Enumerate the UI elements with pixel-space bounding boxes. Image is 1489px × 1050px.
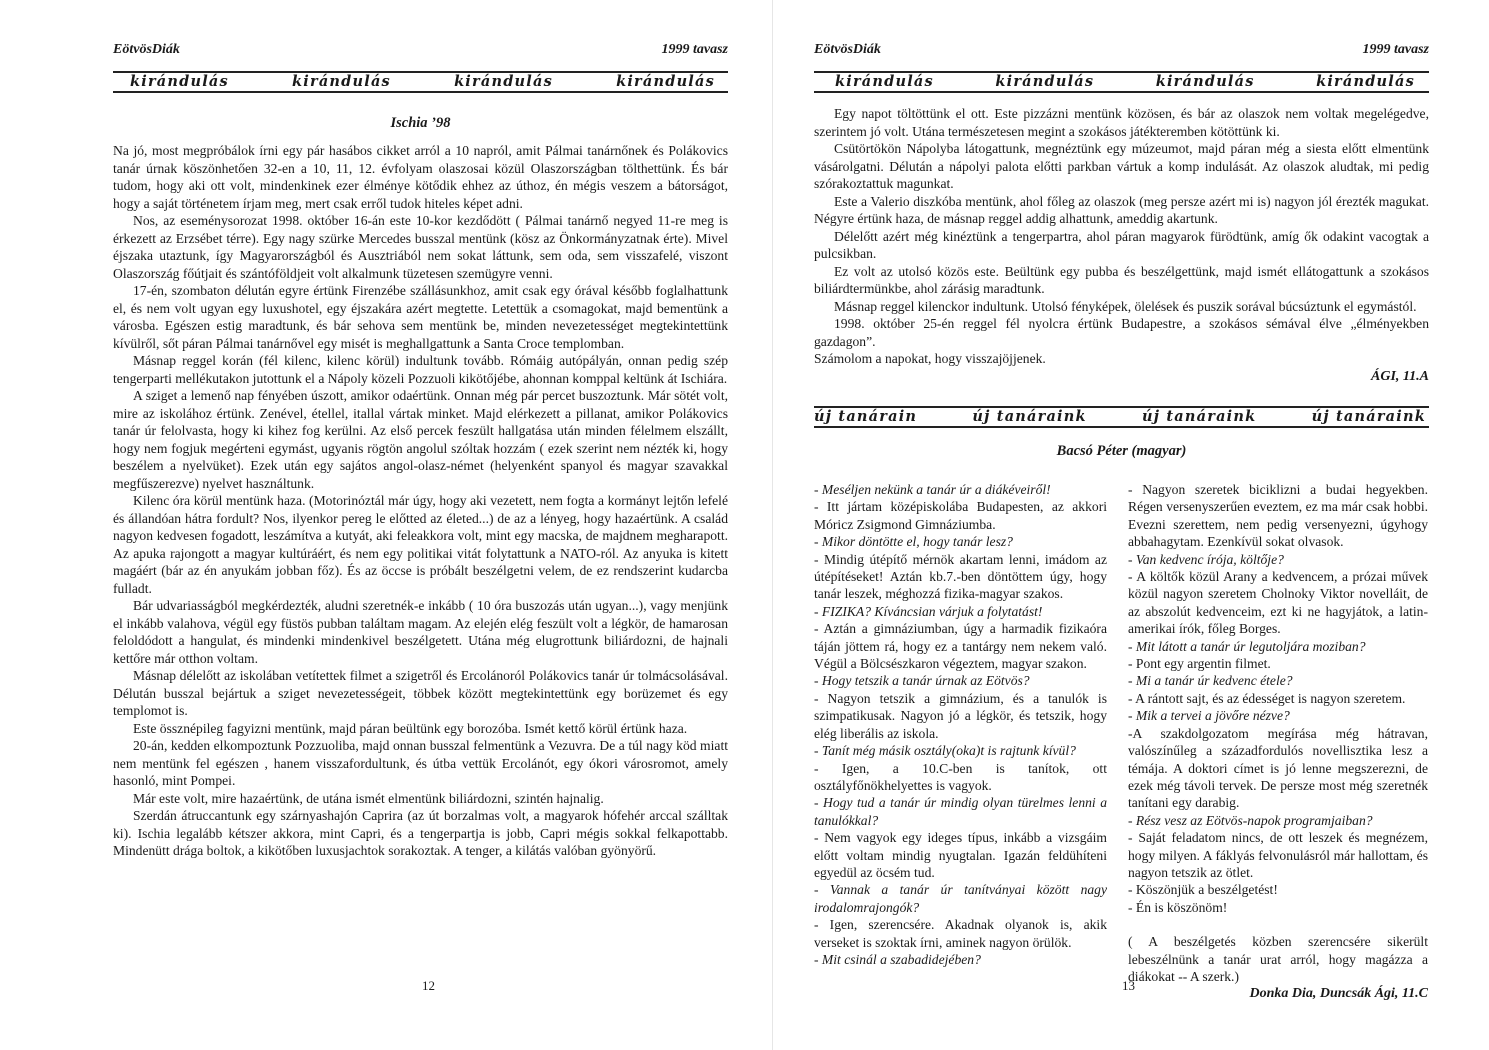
interview-question: - Mit látott a tanár úr legutoljára moziban?	[1128, 638, 1366, 654]
banner-rule-bottom	[113, 91, 728, 93]
interview-question: - Mit csinál a szabadidejében?	[814, 951, 981, 967]
paragraph: Na jó, most megpróbálok írni egy pár hasábos cikket arról a 10 napról, amit Pálmai tanárnőnek és Polákovics tanár úrnak köszönhetően 32-en a 10, 11, 12. évfolyam olaszosai közül Olaszországban tölthettünk. És bár tudom, hogy aki ott volt, mindenkinek ezer élménye kötődik ehhez az úthoz, én mégis veszem a bátorságot, hogy a saját történetem írjam meg, mert csak erről tudok hiteles képet adni.	[113, 143, 728, 211]
spine-fold	[772, 0, 773, 1050]
banner-word: új tanáraink	[972, 408, 1087, 425]
interview-answer: - Igen, szerencsére. Akadnak olyanok is, akik verseket is szoktak írni, aminek nagyon örülök.	[814, 917, 1107, 950]
interview-question: - Rész vesz az Eötvös-napok programjaiban?	[1128, 812, 1373, 828]
paragraph: Másnap délelőtt az iskolában vetítettek filmet a szigetről és Ercolánoról Polákovics tanár úr tolmácsolásával. Délután busszal bejártuk a sziget nevezetességeit, többek között megtekintettünk egy borüzemet és egy templomot is.	[113, 668, 728, 718]
interview-answer: - Aztán a gimnáziumban, úgy a harmadik fizikaóra táján jöttem rá, hogy ez a tantárgy nem nekem való. Végül a Bölcsészkaron végeztem, magyar szakon.	[814, 621, 1107, 672]
banner-word: kirándulás	[130, 73, 229, 90]
banner-word: új tanárain	[814, 408, 918, 425]
paragraph: Szerdán átruccantunk egy szárnyashajón Caprira (az út borzalmas volt, a magyarok hófehér arccal szálltak ki). Ischia legalább kétszer akkora, mint Capri, és a tengerpartja is jobb, Capri mégis sokkal felkapottabb. Mindenütt drága boltok, a kikötőben luxusjachtok sorakoztak. A tenger, a kilátás valóban gyönyörű.	[113, 808, 728, 858]
section-banner	[835, 73, 1415, 90]
interview-question: - Vannak a tanár úr tanítványai között nagy irodalomrajongók?	[814, 882, 1107, 915]
paragraph: Nos, az eseménysorozat 1998. október 16-án este 10-kor kezdődött ( Pálmai tanárnő negyed 11-re meg is érkezett az Erzsébet térre). Egy nagy szürke Mercedes busszal mentünk (kösz az Önkormányzatnak érte). Mivel éjszaka utaztunk, így Magyarországból és Ausztriából nem sokat láttunk, sem oda, sem visszafelé, viszont Olaszország főútjait és szántóföldjeit volt alkalmunk tüzetesen szemügyre venni.	[113, 213, 728, 281]
magazine-name: EötvösDiák	[814, 42, 881, 57]
paragraph: Délelőtt azért még kinéztünk a tengerpartra, ahol páran magyarok fürödtünk, amíg ők odakint vacogtak a pulcsikban.	[814, 228, 1429, 261]
issue-date: 1999 tavasz	[1362, 42, 1429, 57]
magazine-name: EötvösDiák	[113, 42, 180, 57]
paragraph: Este össznépileg fagyizni mentünk, majd páran beültünk egy borozóba. Ismét kettő körül értünk haza.	[133, 720, 688, 736]
banner-word: kirándulás	[1316, 73, 1415, 90]
banner-word: kirándulás	[995, 73, 1095, 90]
banner-rule-bottom	[814, 91, 1429, 93]
interview-column-2	[1128, 481, 1428, 1003]
paragraph: Csütörtökön Nápolyba látogattunk, megnéztünk egy múzeumot, majd páran még a siesta előtt elmentünk vásárolgatni. Délután a nápolyi palota előtti parkban vártuk a komp indulását. Az olaszok aludtak, mi pedig szórakoztattuk magunkat.	[814, 141, 1429, 191]
interview-answer: - Igen, a 10.C-ben is tanítok, ott osztályfőnökhelyettes is vagyok.	[814, 760, 1107, 793]
interview-question: - Hogy tetszik a tanár úrnak az Eötvös?	[814, 673, 1030, 689]
interview-answer: - Nem vagyok egy ideges típus, inkább a vizsgáim előtt voltam mindig nyugtalan. Igazán feldühíteni egyedül az öcsém tud.	[814, 830, 1107, 880]
interview-answer: - A költők közül Arany a kedvencem, a prózai művek közül nagyon szeretem Cholnoky Viktor novelláit, de az abszolút kedvenceim, ezt ki ne hagyjátok, a latin-amerikai írók, főleg Borges.	[1128, 569, 1428, 637]
interview-question: - FIZIKA? Kíváncsian várjuk a folytatást!	[814, 603, 1043, 619]
article-body	[113, 142, 728, 860]
interview-question: - Meséljen nekünk a tanár úr a diákéveiről!	[814, 482, 1051, 497]
page-13	[780, 0, 1489, 1050]
paragraph: A sziget a lemenő nap fényében úszott, amikor odaértünk. Onnan még pár percet buszoztunk. Már sötét volt, mire az iskolához értünk. Zenével, étellel, itallal vártak minket. Majd elérkezett a pillanat, amikor Polákovics tanár úr felolvasta, hogy ki kihez fog kerülni. Az első percek feszült hallgatása után minden félelmem elszállt, hogy nem fogjuk megérteni egymást, ugyanis rögtön angolul szóltak hozzám ( ezek szerint nem nézték ki, hogy beszélem a nyelvüket). Ezek után egy sajátos angol-olasz-német (helyenként spanyol és magyar szavakkal megfűszerezve) nyelvet használtunk.	[113, 388, 728, 491]
banner-word: kirándulás	[292, 73, 391, 90]
interview-answer: -A szakdolgozatom megírása még hátravan, valószínűleg a századfordulós novellisztika lesz a témája. A doktori címet is jó lenne megszerezni, de ezek még távoli tervek. De persze most még szeretnék tanítani egy darabig.	[1128, 725, 1428, 811]
banner2-rule-bottom	[814, 426, 1429, 428]
article-signature: ÁGI, 11.A	[1371, 368, 1429, 384]
paragraph: Este a Valerio diszkóba mentünk, ahol főleg az olaszok (meg persze azért mi is) nagyon jól érezték magukat. Négyre értünk haza, de másnap reggel addig alhattunk, ameddig akartunk.	[814, 193, 1429, 226]
interview-answer: - A rántott sajt, és az édességet is nagyon szeretem.	[1128, 690, 1406, 706]
interview-answer: - Saját feladatom nincs, de ott leszek és megnézem, hogy milyen. A fáklyás felvonulásról már hallottam, és nagyon tetszik az ötlet.	[1128, 830, 1428, 880]
paragraph: Ez volt az utolsó közös este. Beültünk egy pubba és beszélgettünk, majd ismét ellátogattunk a szokásos biliárdtermünkbe, ahol zárásig maradtunk.	[814, 263, 1429, 296]
interview-question: - Mik a tervei a jövőre nézve?	[1128, 708, 1290, 724]
paragraph: Egy napot töltöttünk el ott. Este pizzázni mentünk közösen, és bár az olaszok nem voltak megelégedve, szerintem jó volt. Utána természetesen megint a szokásos játékteremben kötöttünk ki.	[814, 106, 1429, 139]
interview-signature: Donka Dia, Duncsák Ági, 11.C	[1249, 986, 1428, 1002]
interview-answer: - Köszönjük a beszélgetést!	[1128, 882, 1278, 898]
interview-question: - Mikor döntötte el, hogy tanár lesz?	[814, 534, 1013, 550]
editor-note: ( A beszélgetés közben szerencsére sikerült lebeszélnünk a tanár urat arról, hogy magázza a diákokat -- A szerk.)	[1128, 934, 1428, 984]
interview-title: Bacsó Péter (magyar)	[1056, 443, 1187, 459]
paragraph: 20-án, kedden elkompoztunk Pozzuoliba, majd onnan busszal felmentünk a Vezuvra. De a túl nagy köd miatt nem mentünk fel egészen , hanem visszafordultunk, és útba vettük Ercolánót, egy ókori városromot, amely hasonló, mint Pompei.	[113, 738, 728, 788]
section-banner-teachers	[814, 408, 1426, 425]
interview-column-1	[814, 481, 1107, 968]
interview-answer: - Én is köszönöm!	[1128, 899, 1228, 915]
page-number: 13	[1122, 978, 1135, 993]
issue-date: 1999 tavasz	[661, 42, 728, 57]
page-number: 12	[422, 978, 435, 993]
section-banner	[130, 73, 715, 90]
interview-answer: - Mindig útépítő mérnök akartam lenni, imádom az útépítéseket! Aztán kb.7.-ben döntöttem úgy, hogy tanár leszek, méghozzá fizika-magyar szakos.	[814, 551, 1107, 602]
closing-line: Számolom a napokat, hogy visszajöjjenek.	[814, 351, 1046, 366]
interview-question: - Tanít még másik osztály(oka)t is rajtunk kívül?	[814, 743, 1076, 759]
paragraph: Kilenc óra körül mentünk haza. (Motorinóztál már úgy, hogy aki vezetett, nem fogta a kormányt lejtőn lefelé és állandóan hátra fordult? Nos, ilyenkor pereg le előtted az életed...) de az a lényeg, hogy hazaértünk. A család nagyon kedvesen fogadott, leszámítva a kutyát, aki feleakkora volt, mint egy macska, de majdnem megharapott. Az apuka rajongott a magyar kultúráért, és nem egy politikai vitát folytattunk a NATO-ról. Az anyuka is kitett magáért (bár az én anyukám jobban főz). És az öccse is próbált beszélgetni velem, de ez rendszerint kudarcba fulladt.	[113, 493, 728, 596]
banner-word: új tanáraink	[1311, 408, 1426, 425]
interview-answer: - Itt jártam középiskolába Budapesten, az akkori Móricz Zsigmond Gimnáziumba.	[814, 499, 1107, 532]
article-body-continued	[814, 105, 1429, 385]
paragraph: 17-én, szombaton délután egyre értünk Firenzébe szállásunkhoz, amit csak egy órával később foglalhattunk el, és nem volt ugyan egy luxushotel, egy éjszakára azért megtette. Letettük a csomagokat, majd bementünk a városba. Egészen estig maradtunk, és bár sehova sem mentünk be, minden nevezetességet megtekintettünk kívülről, sőt páran Pálmai tanárnővel egy misét is meghallgattunk a Santa Croce templomban.	[113, 283, 728, 351]
interview-answer: - Nagyon tetszik a gimnázium, és a tanulók is szimpatikusak. Nagyon jó a légkör, és tetszik, hogy elég liberális az iskola.	[814, 690, 1107, 741]
paragraph: Másnap reggel kilenckor indultunk. Utolsó fényképek, ölelések és puszik sorával búcsúztunk el egymástól.	[834, 298, 1417, 314]
interview-question: - Hogy tud a tanár úr mindig olyan türelmes lenni a tanulókkal?	[814, 795, 1107, 828]
interview-question: - Mi a tanár úr kedvenc étele?	[1128, 673, 1293, 689]
banner-word: kirándulás	[1155, 73, 1255, 90]
interview-question: - Van kedvenc írója, költője?	[1128, 551, 1284, 567]
banner-word: kirándulás	[454, 73, 553, 90]
article-title: Ischia ’98	[390, 115, 451, 131]
interview-answer: - Nagyon szeretek biciklizni a budai hegyekben. Régen versenyszerűen eveztem, ez ma már csak hobbi. Evezni szerettem, nem pedig versenyezni, úgyhogy abbahagytam. Ezenkívül sokat olvasok.	[1128, 482, 1428, 550]
banner-word: kirándulás	[835, 73, 934, 90]
banner-word: kirándulás	[616, 73, 715, 90]
paragraph: Már este volt, mire hazaértünk, de utána ismét elmentünk biliárdozni, szintén hajnalig.	[133, 790, 604, 806]
paragraph: 1998. október 25-én reggel fél nyolcra értünk Budapestre, a szokásos sémával élve „élményekben gazdagon”.	[814, 316, 1429, 349]
interview-answer: - Pont egy argentin filmet.	[1128, 656, 1271, 672]
banner-word: új tanáraink	[1141, 408, 1257, 425]
paragraph: Bár udvariasságból megkérdezték, aludni szeretnék-e inkább ( 10 óra buszozás után ugyan...), vagy menjünk el inkább valahova, végül egy füstös pubban találtam magam. Az elején elég feszült volt a légkör, de hamarosan feloldódott a hangulat, és mindenki mindenkivel beszélgetett. Utána még elugrottunk biliárdozni, de hajnali kettőre már otthon voltam.	[113, 598, 728, 666]
paragraph: Másnap reggel korán (fél kilenc, kilenc körül) indultunk tovább. Rómáig autópályán, onnan pedig szép tengerparti mellékutakon jutottunk el a Nápoly közeli Pozzuoli kikötőjébe, ahonnan komppal keltünk át Ischiára.	[113, 353, 728, 386]
